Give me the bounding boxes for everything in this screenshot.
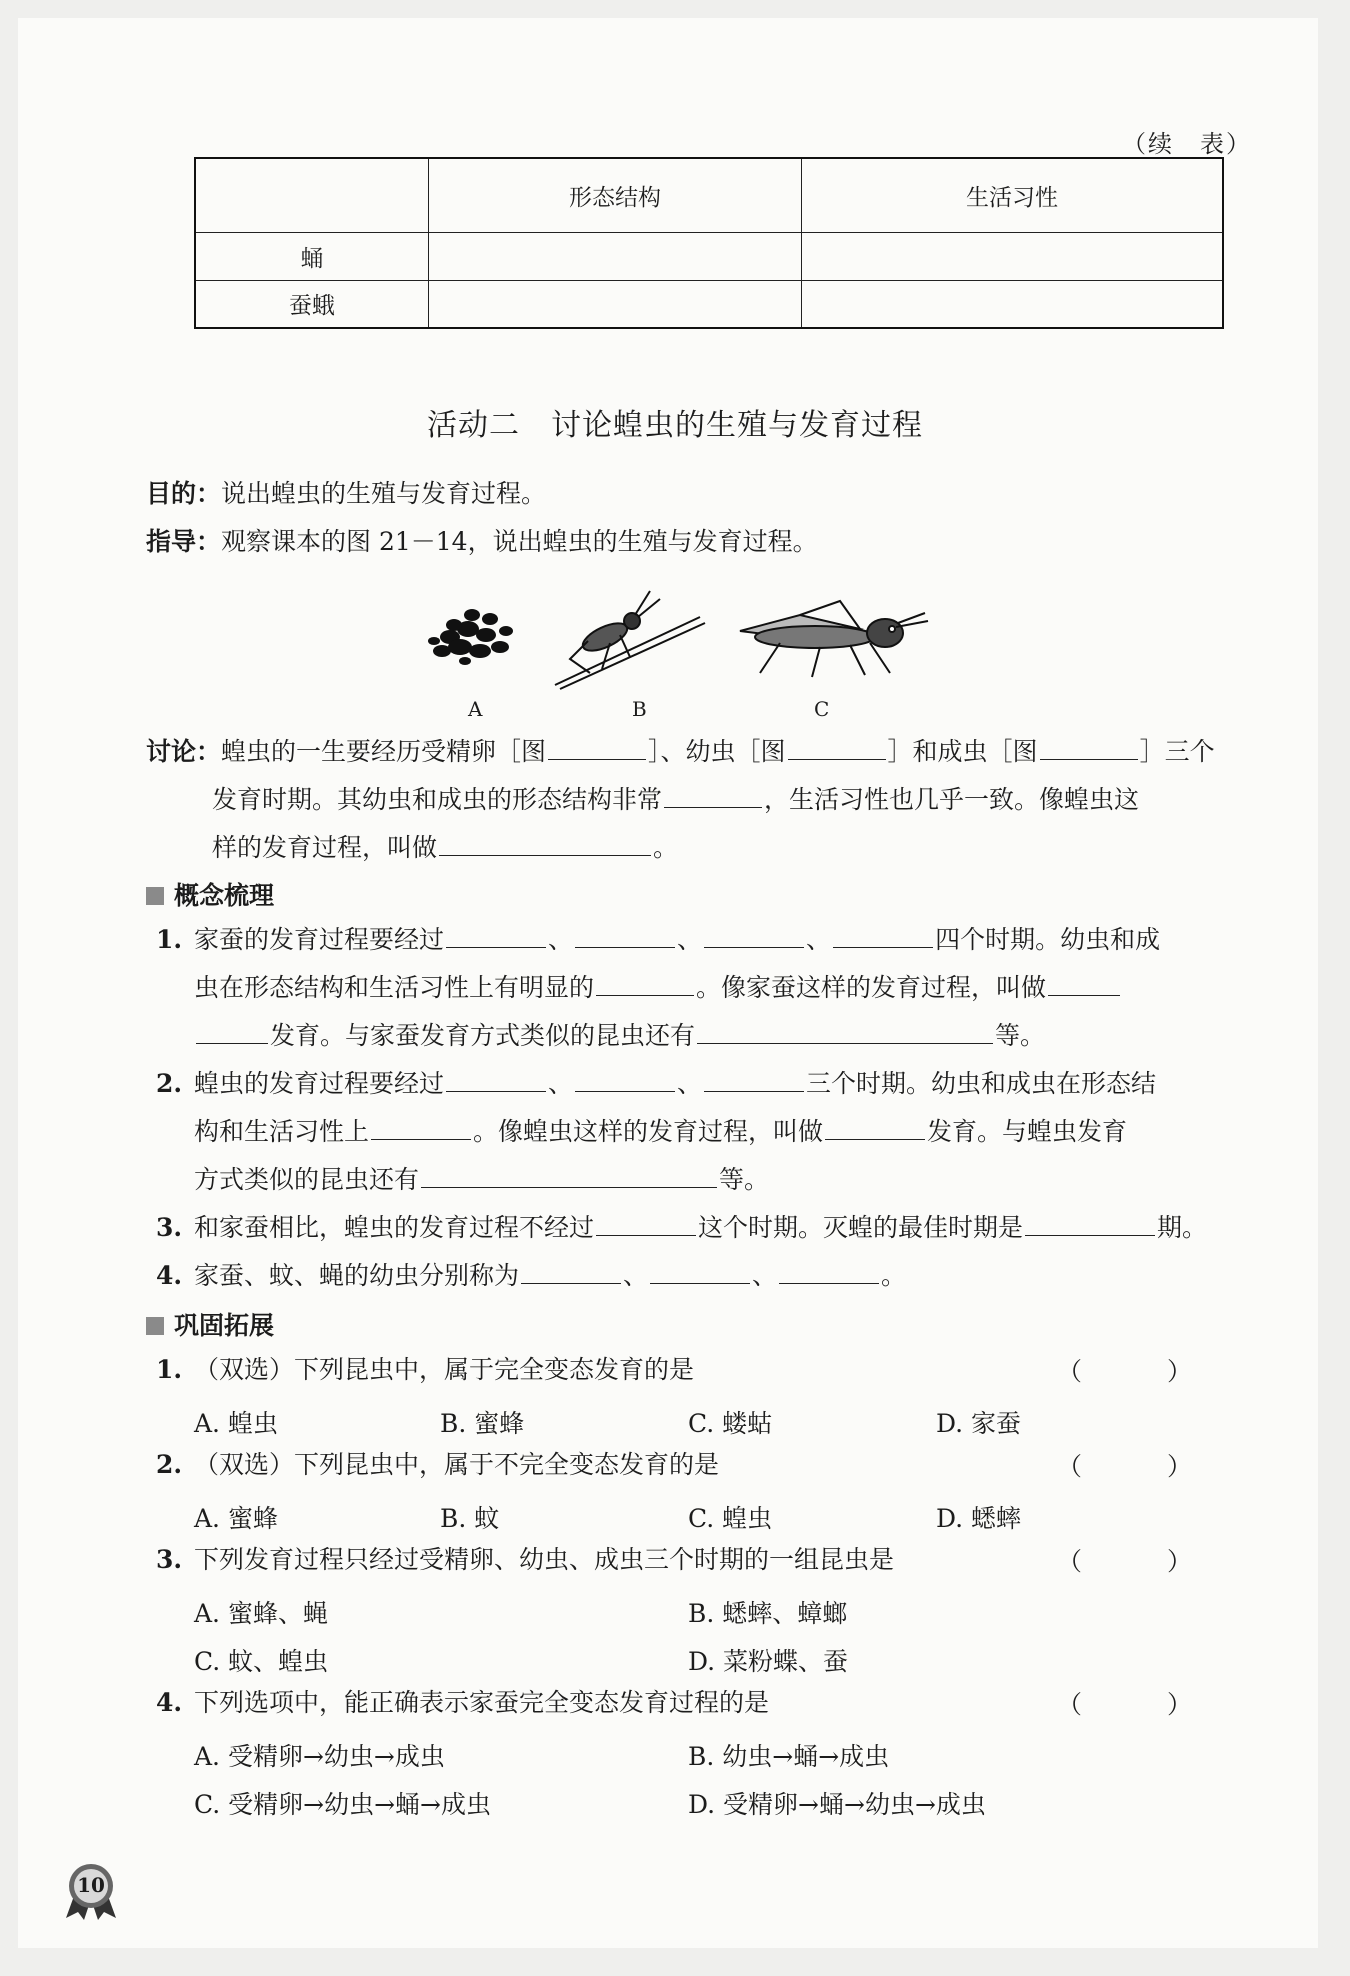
guide-label: 指导：: [146, 527, 222, 556]
option-b[interactable]: B. 蜜蜂: [440, 1409, 525, 1438]
question-text: 蝗虫的发育过程要经过: [194, 1069, 445, 1098]
answer-blank[interactable]: [596, 969, 694, 996]
option-c[interactable]: C. 受精卵→幼虫→蛹→成虫: [194, 1790, 491, 1819]
answer-blank[interactable]: [833, 921, 933, 948]
section-title: 概念梳理: [174, 881, 275, 910]
section-concepts: [146, 876, 274, 912]
question-text: 下列选项中，能正确表示家蚕完全变态发育过程的是: [194, 1688, 770, 1717]
purpose-label: 目的：: [146, 479, 222, 508]
nymph-icon: [555, 591, 705, 689]
answer-blank[interactable]: [704, 921, 804, 948]
separator: 、: [806, 925, 832, 954]
separator: 、: [752, 1261, 778, 1290]
table-row-label: 蛹: [195, 232, 429, 280]
answer-blank[interactable]: [1040, 733, 1138, 760]
separator: 、: [677, 1069, 703, 1098]
answer-blank[interactable]: [196, 1017, 268, 1044]
concept-q1-line3: [194, 1012, 1045, 1060]
table-cell[interactable]: [802, 280, 1224, 328]
answer-blank[interactable]: [521, 1257, 621, 1284]
question-text: 。: [881, 1261, 907, 1290]
option-d[interactable]: D. 蟋蟀: [936, 1504, 1022, 1533]
question-text: 。像蝗虫这样的发育过程，叫做: [473, 1117, 824, 1146]
purpose-text: 说出蝗虫的生殖与发育过程。: [221, 479, 547, 508]
guide-text: 观察课本的图 21－14，说出蝗虫的生殖与发育过程。: [221, 527, 818, 556]
table-cell[interactable]: [429, 280, 802, 328]
answer-blank[interactable]: [664, 781, 762, 808]
option-c[interactable]: C. 蚊、蝗虫: [194, 1647, 329, 1676]
option-a[interactable]: A. 蝗虫: [194, 1409, 278, 1438]
option-d[interactable]: D. 受精卵→蛹→幼虫→成虫: [688, 1790, 986, 1819]
answer-blank[interactable]: [704, 1065, 804, 1092]
section-title: 巩固拓展: [174, 1311, 275, 1340]
question-number: 3.: [156, 1213, 183, 1242]
table-header-form: 形态结构: [429, 158, 802, 232]
figure-label-c: C: [814, 697, 830, 721]
mc-question-2: [156, 1441, 719, 1489]
continued-label: （续 表）: [1122, 130, 1252, 158]
discuss-text: 。: [653, 833, 679, 862]
question-text: 等。: [995, 1021, 1046, 1050]
discuss-label: 讨论：: [146, 737, 222, 766]
question-text: 虫在形态结构和生活习性上有明显的: [194, 973, 595, 1002]
question-number: 2.: [156, 1069, 183, 1098]
option-a[interactable]: A. 蜜蜂、蝇: [194, 1599, 328, 1628]
question-text: （双选）下列昆虫中，属于不完全变态发育的是: [194, 1450, 720, 1479]
mc-question-3: [156, 1536, 894, 1584]
concept-q1-line1: [156, 916, 1160, 964]
section-marker-icon: [146, 887, 164, 905]
question-text: 和家蚕相比，蝗虫的发育过程不经过: [194, 1213, 595, 1242]
table-cell[interactable]: [429, 232, 802, 280]
discuss-line-2: [212, 776, 1139, 824]
mc-question-4: [156, 1679, 769, 1727]
activity-title: 活动二 讨论蝗虫的生殖与发育过程: [427, 408, 923, 443]
question-text: 下列发育过程只经过受精卵、幼虫、成虫三个时期的一组昆虫是: [194, 1545, 895, 1574]
observation-table: [194, 157, 1224, 329]
question-text: 期。: [1157, 1213, 1208, 1242]
option-d[interactable]: D. 菜粉蝶、蚕: [688, 1647, 849, 1676]
table-row-label: 蚕蛾: [195, 280, 429, 328]
table-cell[interactable]: [802, 232, 1224, 280]
answer-blank[interactable]: [421, 1161, 717, 1188]
answer-blank[interactable]: [825, 1113, 925, 1140]
question-number: 2.: [156, 1450, 183, 1479]
question-text: （双选）下列昆虫中，属于完全变态发育的是: [194, 1355, 695, 1384]
question-text: 等。: [719, 1165, 770, 1194]
question-text: 三个时期。幼虫和成虫在形态结: [806, 1069, 1157, 1098]
page-number: 10: [77, 1873, 105, 1897]
question-text: 发育。与家蚕发育方式类似的昆虫还有: [270, 1021, 696, 1050]
question-text: 。像家蚕这样的发育过程，叫做: [696, 973, 1047, 1002]
section-extend: [146, 1306, 274, 1342]
figure-label-a: A: [468, 697, 483, 721]
option-a[interactable]: A. 受精卵→幼虫→成虫: [194, 1742, 445, 1771]
option-b[interactable]: B. 幼虫→蛹→成虫: [688, 1742, 890, 1771]
answer-blank[interactable]: [439, 829, 651, 856]
question-number: 4.: [156, 1261, 183, 1290]
answer-blank[interactable]: [650, 1257, 750, 1284]
answer-blank[interactable]: [697, 1017, 993, 1044]
option-c[interactable]: C. 蝗虫: [688, 1504, 773, 1533]
answer-blank[interactable]: [548, 733, 646, 760]
option-d[interactable]: D. 家蚕: [936, 1409, 1022, 1438]
answer-blank[interactable]: [596, 1209, 696, 1236]
answer-blank[interactable]: [575, 1065, 675, 1092]
question-text: 这个时期。灭蝗的最佳时期是: [698, 1213, 1024, 1242]
adult-locust-icon: [740, 601, 928, 677]
guide-line: [146, 518, 818, 566]
answer-blank[interactable]: [779, 1257, 879, 1284]
answer-paren[interactable]: （ ）: [1056, 1357, 1222, 1386]
discuss-line-1: [146, 728, 1215, 776]
option-b[interactable]: B. 蟋蟀、蟑螂: [688, 1599, 848, 1628]
question-number: 3.: [156, 1545, 183, 1574]
discuss-text: 蝗虫的一生要经历受精卵［图: [221, 737, 547, 766]
option-c[interactable]: C. 蝼蛄: [688, 1409, 773, 1438]
separator: 、: [548, 1069, 574, 1098]
discuss-text: 样的发育过程，叫做: [212, 833, 438, 862]
question-text: 发育。与蝗虫发育: [927, 1117, 1128, 1146]
purpose-line: [146, 470, 546, 518]
answer-blank[interactable]: [446, 921, 546, 948]
discuss-text: ］、幼虫［图: [648, 737, 786, 766]
discuss-line-3: [212, 824, 678, 872]
question-text: 四个时期。幼虫和成: [935, 925, 1161, 954]
locust-figure: [420, 585, 940, 695]
egg-mass-icon: [428, 609, 513, 665]
concept-q2-line3: [194, 1156, 769, 1204]
question-text: 构和生活习性上: [194, 1117, 370, 1146]
answer-blank[interactable]: [1048, 969, 1120, 996]
answer-paren[interactable]: （ ）: [1056, 1690, 1222, 1719]
question-text: 家蚕、蚊、蝇的幼虫分别称为: [194, 1261, 520, 1290]
question-number: 1.: [156, 1355, 183, 1384]
question-text: 家蚕的发育过程要经过: [194, 925, 445, 954]
discuss-text: 发育时期。其幼虫和成虫的形态结构非常: [212, 785, 663, 814]
concept-q3: [156, 1204, 1207, 1252]
discuss-text: ］三个: [1139, 737, 1215, 766]
separator: 、: [677, 925, 703, 954]
answer-blank[interactable]: [575, 921, 675, 948]
concept-q2-line1: [156, 1060, 1156, 1108]
concept-q4: [156, 1252, 906, 1300]
discuss-text: ，生活习性也几乎一致。像蝗虫这: [764, 785, 1140, 814]
separator: 、: [548, 925, 574, 954]
question-number: 1.: [156, 925, 183, 954]
answer-blank[interactable]: [446, 1065, 546, 1092]
section-marker-icon: [146, 1317, 164, 1335]
question-text: 方式类似的昆虫还有: [194, 1165, 420, 1194]
concept-q1-line2: [194, 964, 1122, 1012]
answer-blank[interactable]: [371, 1113, 471, 1140]
option-b[interactable]: B. 蚊: [440, 1504, 500, 1533]
discuss-text: ］和成虫［图: [887, 737, 1038, 766]
mc-question-1: [156, 1346, 694, 1394]
answer-paren[interactable]: （ ）: [1056, 1547, 1222, 1576]
answer-blank[interactable]: [1025, 1209, 1155, 1236]
answer-blank[interactable]: [788, 733, 886, 760]
figure-label-b: B: [632, 697, 647, 721]
table-header-habit: 生活习性: [802, 158, 1224, 232]
concept-q2-line2: [194, 1108, 1127, 1156]
separator: 、: [623, 1261, 649, 1290]
answer-paren[interactable]: （ ）: [1056, 1452, 1222, 1481]
question-number: 4.: [156, 1688, 183, 1717]
option-a[interactable]: A. 蜜蜂: [194, 1504, 278, 1533]
table-header-empty: [195, 158, 429, 232]
